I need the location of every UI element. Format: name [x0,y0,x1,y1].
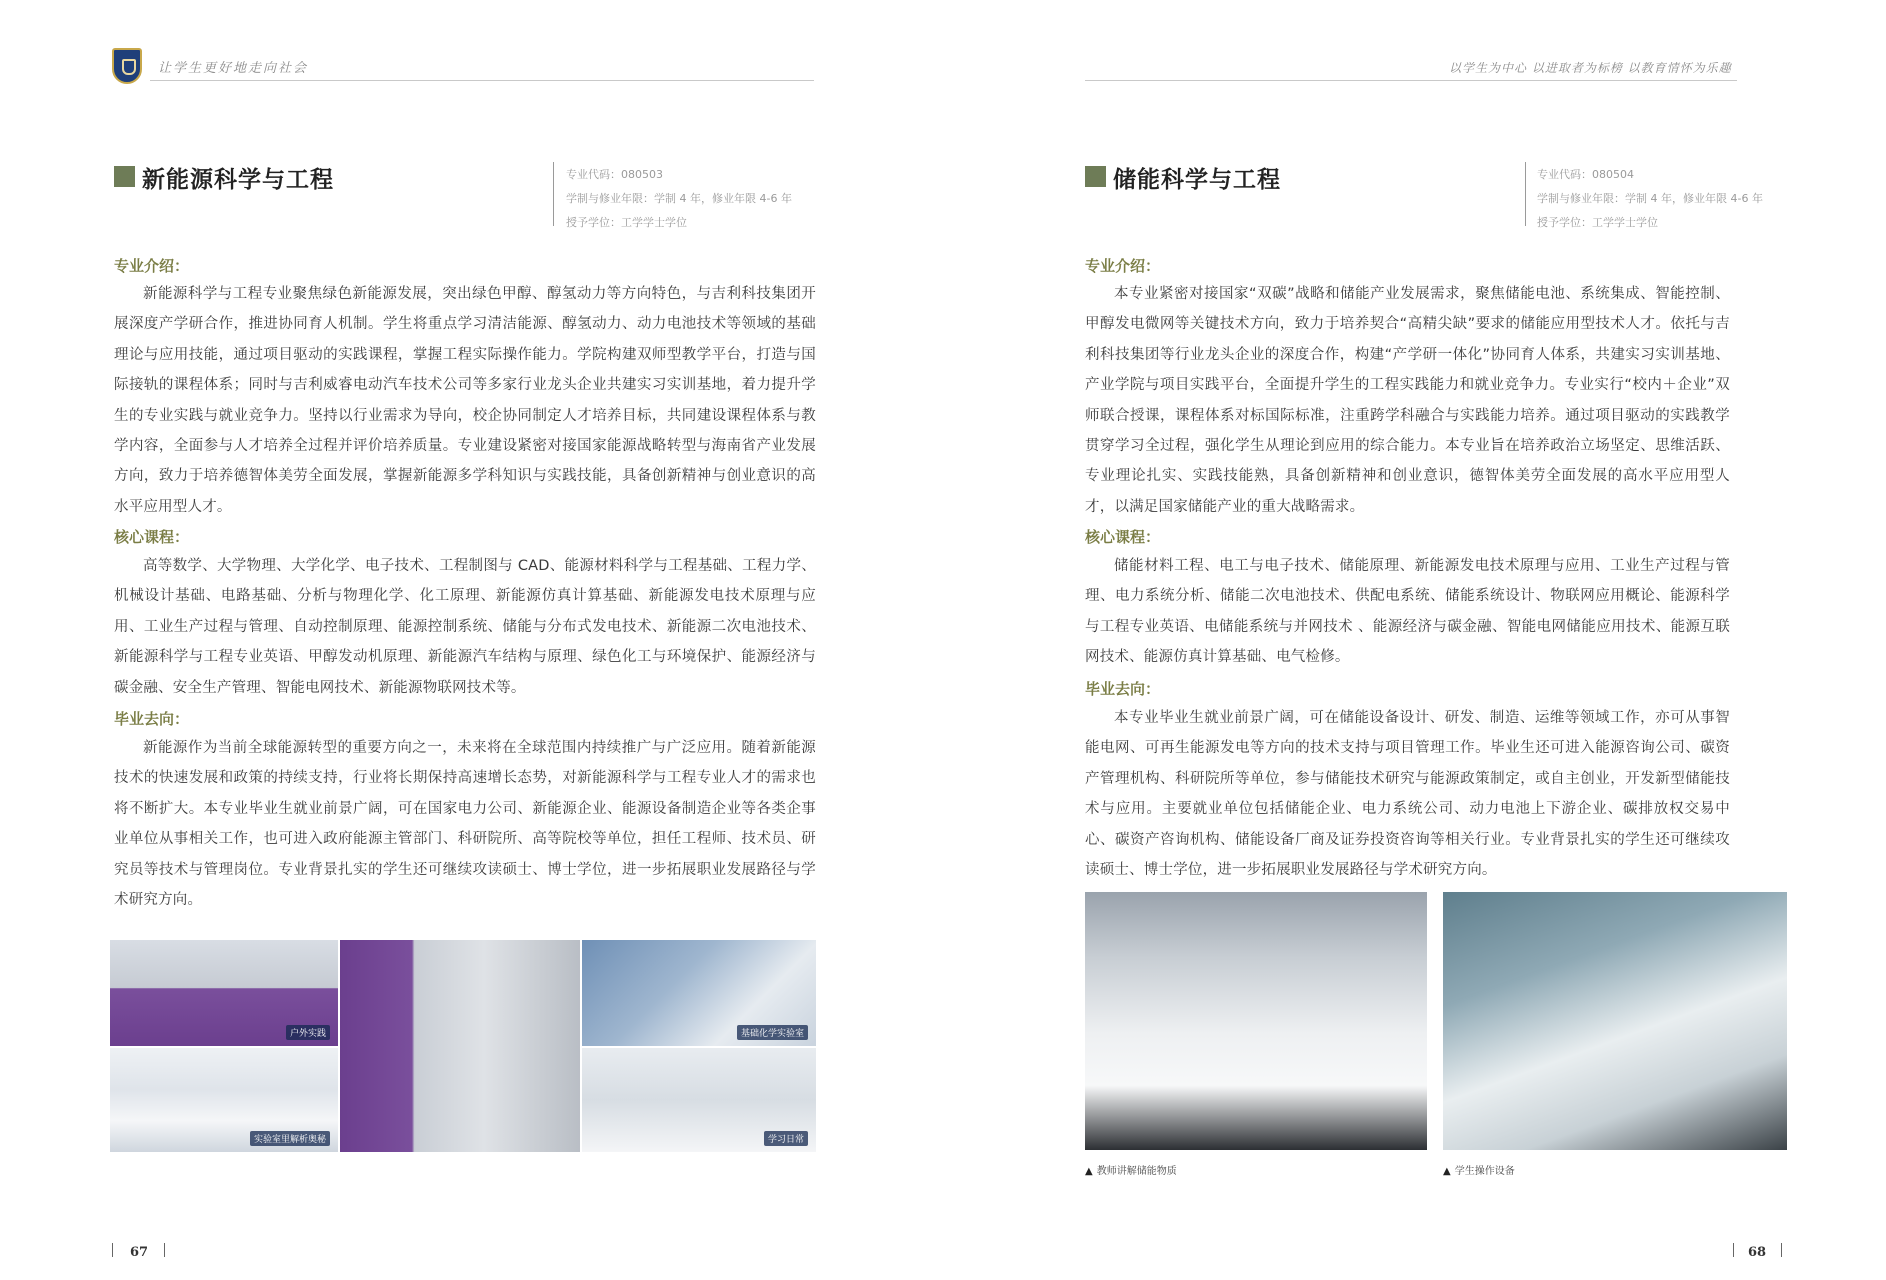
info-divider [1525,162,1526,226]
triangle-icon: ▲ [1443,1166,1451,1177]
page-number-bar-right [1781,1243,1782,1257]
major-code: 专业代码：080503 [566,168,663,181]
degree-awarded: 授予学位：工学学士学位 [566,216,687,229]
photo-teacher-explaining [1085,892,1427,1150]
major-info [1537,163,1763,235]
degree-awarded: 授予学位：工学学士学位 [1537,216,1658,229]
header-slogan-left: 让学生更好地走向社会 [158,61,309,76]
intro-text: 新能源科学与工程专业聚焦绿色新能源发展，突出绿色甲醇、醇氢动力等方向特色，与吉利科技集团开展深度产学研合作，推进协同育人机制。学生将重点学习清洁能源、醇氢动力、动力电池技术等领域的基础理论与应用技能，通过项目驱动的实践课程，掌握工程实际操作能力。学院构建双师型教学平台，打造与国际接轨的课程体系；同时与吉利威睿电动汽车技术公司等多家行业龙头企业共建实习实训基地，着力提升学生的专业实践与就业竞争力。坚持以行业需求为导向，校企协同制定人才培养目标，共同建设课程体系与教学内容，全面参与人才培养全过程并评价培养质量。专业建设紧密对接国家能源战略转型与海南省产业发展方向，致力于培养德智体美劳全面发展，掌握新能源多学科知识与实践技能，具备创新精神与创业意识的高水平应用型人才。 [114,286,816,515]
intro-heading: 专业介绍： [1085,257,1161,275]
caption-text: 教师讲解储能物质 [1096,1166,1177,1177]
courses-heading: 核心课程： [1085,528,1161,546]
study-duration: 学制与修业年限：学制 4 年，修业年限 4-6 年 [566,192,792,205]
header-rule [1085,80,1737,81]
page-number-bar-left [1733,1243,1734,1257]
header-rule [150,80,814,81]
page-number-bar-left [112,1243,113,1257]
university-logo [112,48,142,84]
photo-tag-lab-research: 实验室里解析奥秘 [250,1131,330,1146]
title-marker [114,166,135,187]
intro-text: 本专业紧密对接国家“双碳”战略和储能产业发展需求，聚焦储能电池、系统集成、智能控制、甲醇发电微网等关键技术方向，致力于培养契合“高精尖缺”要求的储能应用型技术人才。依托与吉利科技集团等行业龙头企业的深度合作，构建“产学研一体化”协同育人体系，共建实习实训基地、产业学院与项目实践平台，全面提升学生的工程实践能力和就业竞争力。专业实行“校内＋企业”双师联合授课，课程体系对标国际标准，注重跨学科融合与实践能力培养。通过项目驱动的实践教学贯穿学习全过程，强化学生从理论到应用的综合能力。本专业旨在培养政治立场坚定、思维活跃、专业理论扎实、实践技能熟，具备创新精神和创业意识，德智体美劳全面发展的高水平应用型人才，以满足国家储能产业的重大战略需求。 [1085,286,1730,515]
photo-lab-research [110,1048,338,1152]
major-code: 专业代码：080504 [1537,168,1634,181]
page-title: 新能源科学与工程 [142,167,334,193]
career-text: 本专业毕业生就业前景广阔，可在储能设备设计、研发、制造、运维等领域工作，亦可从事智能电网、可再生能源发电等方向的技术支持与项目管理工作。毕业生还可进入能源咨询公司、碳资产管理机构、科研院所等单位，参与储能技术研究与能源政策制定，或自主创业，开发新型储能技术与应用。主要就业单位包括储能企业、电力系统公司、动力电池上下游企业、碳排放权交易中心、碳资产咨询机构、储能设备厂商及证券投资咨询等相关行业。专业背景扎实的学生还可继续攻读硕士、博士学位，进一步拓展职业发展路径与学术研究方向。 [1085,710,1730,879]
courses-text: 高等数学、大学物理、大学化学、电子技术、工程制图与 CAD、能源材料科学与工程基础、工程力学、机械设计基础、电路基础、分析与物理化学、化工原理、新能源仿真计算基础、新能源发电技术原理与应用、工业生产过程与管理、自动控制原理、能源控制系统、储能与分布式发电技术、新能源二次电池技术、新能源科学与工程专业英语、甲醇发动机原理、新能源汽车结构与原理、绿色化工与环境保护、能源经济与碳金融、安全生产管理、智能电网技术、新能源物联网技术等。 [114,558,816,696]
photo-student-operating [1443,892,1787,1150]
photo-equipment-teaching [340,940,580,1152]
career-heading: 毕业去向： [114,710,190,728]
study-duration: 学制与修业年限：学制 4 年，修业年限 4-6 年 [1537,192,1763,205]
photo-daily-study [582,1048,816,1152]
page-number-bar-right [164,1243,165,1257]
courses-text: 储能材料工程、电工与电子技术、储能原理、新能源发电技术原理与应用、工业生产过程与管理、电力系统分析、储能二次电池技术、供配电系统、储能系统设计、物联网应用概论、能源科学与工程专业英语、电储能系统与并网技术 、能源经济与碳金融、智能电网储能应用技术、能源互联网技术、能源仿真计算基础、电气检修。 [1085,558,1730,666]
major-info [566,163,792,235]
right-page [943,0,1886,1280]
career-heading: 毕业去向： [1085,680,1161,698]
photo-tag-outdoor: 户外实践 [286,1025,330,1040]
header-slogan-right: 以学生为中心 以进取者为标榜 以教育情怀为乐趣 [1449,61,1732,75]
title-marker [1085,166,1106,187]
info-divider [553,162,554,226]
intro-heading: 专业介绍： [114,257,190,275]
photo-chemistry-lab [582,940,816,1046]
courses-heading: 核心课程： [114,528,190,546]
career-text: 新能源作为当前全球能源转型的重要方向之一，未来将在全球范围内持续推广与广泛应用。随着新能源技术的快速发展和政策的持续支持，行业将长期保持高速增长态势，对新能源科学与工程专业人才的需求也将不断扩大。本专业毕业生就业前景广阔，可在国家电力公司、新能源企业、能源设备制造企业等各类企事业单位从事相关工作，也可进入政府能源主管部门、科研院所、高等院校等单位，担任工程师、技术员、研究员等技术与管理岗位。专业背景扎实的学生还可继续攻读硕士、博士学位，进一步拓展职业发展路径与学术研究方向。 [114,740,816,909]
triangle-icon: ▲ [1085,1166,1093,1177]
photo-outdoor-practice [110,940,338,1046]
caption-student [1443,1162,1515,1177]
caption-teacher [1085,1162,1177,1177]
photo-tag-chemistry: 基础化学实验室 [737,1025,808,1040]
page-title: 储能科学与工程 [1113,167,1281,193]
caption-text: 学生操作设备 [1454,1166,1515,1177]
page-number: 68 [1748,1245,1767,1260]
page-number: 67 [130,1245,149,1260]
photo-tag-daily: 学习日常 [764,1131,808,1146]
